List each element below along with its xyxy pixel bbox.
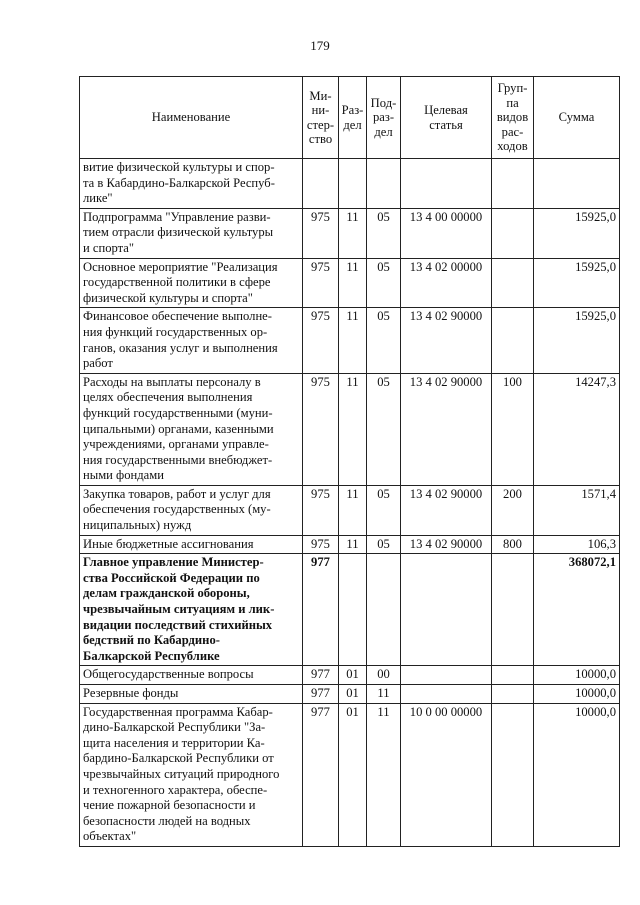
cell-razdel: 11 [339,208,367,258]
cell-name: Финансовое обеспечение выполне- ния функций государственных ор- ганов, оказания услуг и выполнения работ [80,308,303,373]
cell-gruppa [492,159,534,209]
cell-podrazdel: 11 [367,685,401,704]
cell-summa: 10000,0 [534,685,620,704]
cell-name: Иные бюджетные ассигнования [80,535,303,554]
cell-celevaya: 13 4 02 90000 [401,485,492,535]
header-ministry [303,77,339,159]
cell-name: Расходы на выплаты персоналу в целях обеспечения выполнения функций государственными (муни- ципальными) органами, казенными учреждениями, органами управле- ния государственными внебюджет- ными фондами [80,373,303,485]
cell-gruppa [492,258,534,308]
header-podrazdel-line: раз- [372,110,395,125]
cell-razdel: 11 [339,485,367,535]
table-row [80,703,620,846]
header-gruppa-line: Груп- [497,81,528,96]
cell-celevaya: 13 4 00 00000 [401,208,492,258]
cell-ministry: 977 [303,703,339,846]
header-gruppa-line: видов [496,110,529,125]
table-row [80,554,620,666]
header-ministry-line: ни- [311,103,330,117]
cell-ministry: 975 [303,373,339,485]
cell-ministry: 975 [303,535,339,554]
cell-summa: 15925,0 [534,308,620,373]
cell-gruppa [492,208,534,258]
cell-podrazdel: 00 [367,666,401,685]
cell-podrazdel: 05 [367,373,401,485]
cell-gruppa [492,666,534,685]
table-row [80,485,620,535]
cell-razdel: 11 [339,258,367,308]
cell-ministry [303,159,339,209]
table-row [80,208,620,258]
header-gruppa [492,77,534,159]
header-podrazdel-line: дел [374,124,393,139]
table-row [80,308,620,373]
cell-podrazdel [367,554,401,666]
cell-celevaya [401,159,492,209]
cell-gruppa [492,308,534,373]
cell-celevaya: 10 0 00 00000 [401,703,492,846]
cell-podrazdel [367,159,401,209]
table-row [80,258,620,308]
header-razdel-line: дел [343,117,362,132]
cell-razdel: 11 [339,373,367,485]
header-gruppa-line: рас- [501,124,524,139]
cell-podrazdel: 05 [367,485,401,535]
cell-celevaya [401,554,492,666]
cell-celevaya [401,666,492,685]
cell-summa: 10000,0 [534,703,620,846]
header-summa: Сумма [534,77,620,159]
cell-summa: 14247,3 [534,373,620,485]
cell-ministry: 975 [303,308,339,373]
cell-name: Общегосударственные вопросы [80,666,303,685]
cell-summa: 368072,1 [534,554,620,666]
table-row [80,373,620,485]
table-row [80,159,620,209]
cell-ministry: 977 [303,685,339,704]
budget-table [79,76,620,847]
cell-gruppa [492,554,534,666]
cell-gruppa [492,703,534,846]
header-name: Наименование [80,77,303,159]
cell-name: Государственная программа Кабар- дино-Балкарской Республики "За- щита населения и территории Ка- бардино-Балкарской Республики от чрезвычайных ситуаций природного и техногенного характера, обеспе- чение пожарной безопасности и безопасности людей на водных объектах" [80,703,303,846]
cell-razdel: 11 [339,308,367,373]
page-number: 179 [310,38,330,53]
table-row [80,535,620,554]
cell-summa: 15925,0 [534,208,620,258]
cell-ministry: 975 [303,208,339,258]
cell-podrazdel: 05 [367,258,401,308]
cell-razdel: 01 [339,666,367,685]
cell-name: Резервные фонды [80,685,303,704]
cell-name: Подпрограмма "Управление разви- тием отрасли физической культуры и спорта" [80,208,303,258]
cell-name: Главное управление Министер- ства Российской Федерации по делам гражданской обороны, чрезвычайным ситуациям и лик- видации последствий стихийных бедствий по Кабардино- Балкарской Республике [80,554,303,666]
cell-celevaya: 13 4 02 00000 [401,258,492,308]
header-razdel-line: Раз- [341,103,364,117]
header-razdel [339,77,367,159]
cell-name: Основное мероприятие "Реализация государственной политики в сфере физической культуры и спорта" [80,258,303,308]
header-ministry-line: стер- [306,117,335,132]
header-podrazdel-line: Под- [370,95,397,110]
header-gruppa-line: па [506,95,519,110]
cell-summa: 10000,0 [534,666,620,685]
header-celevaya-line: Целевая [424,103,468,117]
cell-podrazdel: 05 [367,308,401,373]
cell-celevaya: 13 4 02 90000 [401,373,492,485]
cell-celevaya: 13 4 02 90000 [401,535,492,554]
cell-gruppa: 200 [492,485,534,535]
cell-summa [534,159,620,209]
header-ministry-line: ство [308,132,333,146]
cell-summa: 106,3 [534,535,620,554]
cell-name: витие физической культуры и спор- та в Кабардино-Балкарской Респуб- лике" [80,159,303,209]
cell-gruppa: 100 [492,373,534,485]
cell-ministry: 975 [303,485,339,535]
cell-razdel: 01 [339,685,367,704]
header-celevaya [401,77,492,159]
cell-razdel [339,159,367,209]
cell-podrazdel: 05 [367,535,401,554]
table-row [80,685,620,704]
cell-ministry: 977 [303,554,339,666]
cell-ministry: 977 [303,666,339,685]
cell-razdel: 11 [339,535,367,554]
cell-name: Закупка товаров, работ и услуг для обеспечения государственных (му- ниципальных) нужд [80,485,303,535]
cell-summa: 15925,0 [534,258,620,308]
cell-razdel [339,554,367,666]
header-celevaya-line: статья [429,117,463,132]
header-ministry-line: Ми- [309,88,332,103]
cell-summa: 1571,4 [534,485,620,535]
table-row [80,666,620,685]
cell-celevaya: 13 4 02 90000 [401,308,492,373]
table-header-row [80,77,620,159]
cell-podrazdel: 05 [367,208,401,258]
header-podrazdel [367,77,401,159]
cell-celevaya [401,685,492,704]
cell-razdel: 01 [339,703,367,846]
cell-ministry: 975 [303,258,339,308]
cell-podrazdel: 11 [367,703,401,846]
header-gruppa-line: ходов [497,139,528,154]
cell-gruppa [492,685,534,704]
cell-gruppa: 800 [492,535,534,554]
